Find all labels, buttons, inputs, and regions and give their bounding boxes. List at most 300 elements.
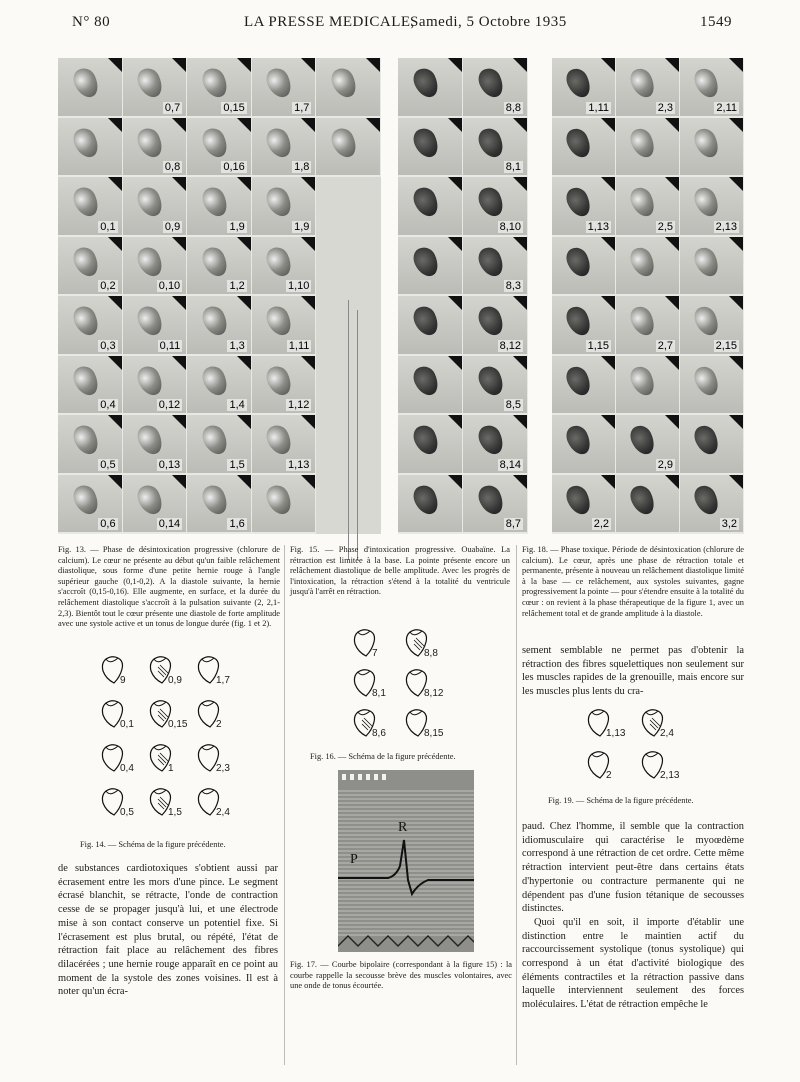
frame-corner-mark — [237, 118, 251, 132]
schema-label: 0,1 — [120, 719, 134, 730]
figure-18-frame — [616, 177, 680, 237]
schema-heart — [196, 699, 244, 743]
figure-18-frame — [616, 475, 680, 535]
figure-13-frame — [123, 58, 188, 118]
heart-image — [691, 125, 723, 161]
heart-image — [409, 482, 441, 518]
frame-corner-mark — [108, 296, 122, 310]
figure-13-caption: Fig. 13. — Phase de désintoxication progressive (chlorure de calcium). Le cœur ne présente au début qu'un faible relâchement diastolique, sous forme d'une petite hernie rouge à l'angle supérieur gauche (0,1-0,2). A la diastole suivante, la hernie s'accroît (0,15-0,16). Elle augmente, en surface, et la durée du relâchement diastolique s'accroît à la pulsation suivante (2, 2,1-2,3). Bientôt tout le cœur présente une diastole de forte amplitude avec une systole active et un tonus de longue durée (fig. 1 et 2). — [58, 545, 280, 629]
figure-13-frame — [123, 356, 188, 416]
figure-13-frame — [58, 177, 123, 237]
heart-image — [409, 363, 441, 399]
frame-corner-mark — [729, 296, 743, 310]
schema-heart — [352, 708, 404, 748]
frame-corner-mark — [237, 415, 251, 429]
figure-13-frame — [58, 237, 123, 297]
issue-date: Samedi, 5 Octobre 1935 — [410, 14, 567, 30]
heart-image — [691, 65, 723, 101]
figure-13-frame — [187, 58, 252, 118]
figure-13-frame — [58, 296, 123, 356]
frame-corner-mark — [513, 296, 527, 310]
figure-14-schema — [100, 655, 250, 835]
frame-label: 0,13 — [158, 458, 181, 471]
heart-image — [134, 303, 166, 339]
frame-corner-mark — [448, 177, 462, 191]
frame-label: 2,3 — [657, 101, 673, 114]
heart-image — [263, 184, 295, 220]
figure-13-frame — [123, 296, 188, 356]
heart-image — [134, 482, 166, 518]
schema-label: 2,4 — [216, 807, 230, 818]
heart-image — [691, 363, 723, 399]
frame-corner-mark — [172, 356, 186, 370]
schema-heart — [100, 787, 148, 831]
frame-corner-mark — [108, 58, 122, 72]
frame-label: 0,8 — [164, 161, 181, 173]
heart-image — [69, 303, 101, 339]
heart-image — [627, 422, 659, 458]
schema-label: 2 — [606, 770, 612, 781]
figure-18-frame — [680, 118, 744, 178]
frame-corner-mark — [108, 118, 122, 132]
heart-image — [409, 125, 441, 161]
heart-image — [474, 303, 506, 339]
schema-label: 8,1 — [372, 688, 386, 699]
heart-image — [198, 303, 230, 339]
heart-image — [563, 422, 595, 458]
figure-16-schema — [352, 628, 462, 750]
figure-15-frame — [463, 415, 528, 475]
frame-label: 8,14 — [499, 458, 521, 471]
schema-label: 2,13 — [660, 770, 680, 781]
figure-15-frame — [463, 58, 528, 118]
figure-18-frame — [552, 475, 616, 535]
frame-corner-mark — [513, 415, 527, 429]
column-rule — [516, 545, 517, 1065]
figure-15-frame — [463, 356, 528, 416]
frame-label: 0,2 — [100, 280, 116, 292]
figure-13-frame — [187, 296, 252, 356]
schema-heart — [148, 699, 196, 743]
figure-13-frame — [123, 237, 188, 297]
heart-image — [563, 244, 595, 280]
heart-image — [263, 125, 295, 161]
frame-label: 1,11 — [588, 101, 609, 114]
schema-heart — [404, 628, 456, 668]
figure-15-frame — [398, 415, 463, 475]
frame-label: 1,3 — [229, 339, 245, 352]
heart-image — [134, 184, 166, 220]
heart-image — [198, 363, 230, 399]
frame-label: 0,1 — [100, 220, 116, 233]
frame-corner-mark — [513, 118, 527, 132]
frame-corner-mark — [601, 356, 615, 370]
figure-18-frame — [552, 237, 616, 297]
heart-image — [563, 65, 595, 101]
schema-label: 0,5 — [120, 807, 134, 818]
heart-image — [69, 125, 101, 161]
frame-corner-mark — [366, 58, 380, 72]
frame-corner-mark — [237, 475, 251, 489]
schema-label: 1,5 — [168, 807, 182, 818]
frame-corner-mark — [665, 58, 679, 72]
frame-corner-mark — [665, 356, 679, 370]
schema-label: 2 — [216, 719, 222, 730]
frame-corner-mark — [301, 118, 315, 132]
heart-image — [198, 422, 230, 458]
frame-label: 1,10 — [287, 280, 310, 292]
heart-image — [263, 65, 295, 101]
figure-13-frame — [316, 58, 381, 118]
frame-corner-mark — [601, 296, 615, 310]
figure-15-frame — [398, 237, 463, 297]
frame-label: 8,12 — [499, 339, 521, 352]
schema-heart — [196, 787, 244, 831]
heart-image — [691, 244, 723, 280]
figure-18-frame — [616, 296, 680, 356]
heart-image — [627, 303, 659, 339]
page-folio: 1549 — [700, 14, 732, 30]
frame-corner-mark — [729, 237, 743, 251]
figure-13-frame — [58, 118, 123, 178]
heart-image — [328, 65, 360, 101]
figure-13-frame — [187, 475, 252, 535]
heart-image — [691, 422, 723, 458]
frame-label: 0,3 — [100, 339, 116, 352]
schema-label: 8,15 — [424, 728, 444, 739]
figure-13-frame — [316, 118, 381, 178]
frame-label: 1,13 — [587, 220, 609, 233]
heart-image — [134, 363, 166, 399]
frame-corner-mark — [172, 296, 186, 310]
frame-label: 0,6 — [100, 518, 116, 530]
heart-image — [691, 482, 723, 518]
frame-corner-mark — [237, 237, 251, 251]
figure-18-frame — [680, 475, 744, 535]
figure-19-schema — [586, 708, 696, 792]
column-3-paragraph-1: paud. Chez l'homme, il semble que la contraction idiomusculaire qui caractérise le myoœdème correspond à une rétraction de cet ordre. Cette même rétraction intervient peut-être dans certains états d'hypertonie ou contracture permanente qui ne dépendent pas d'une fusion tétanique de secousses distinctes. — [522, 821, 744, 915]
figure-13-frame — [123, 177, 188, 237]
heart-image — [263, 363, 295, 399]
heart-image — [409, 184, 441, 220]
figure-18-frame — [616, 237, 680, 297]
figure-16-caption: Fig. 16. — Schéma de la figure précédente. — [310, 752, 456, 761]
schema-heart — [196, 655, 244, 699]
heart-image — [134, 422, 166, 458]
frame-corner-mark — [172, 415, 186, 429]
figure-18-frame — [552, 177, 616, 237]
frame-label: 8,8 — [505, 101, 521, 114]
frame-corner-mark — [729, 356, 743, 370]
heart-image — [563, 482, 595, 518]
frame-corner-mark — [448, 58, 462, 72]
schema-label: 8,6 — [372, 728, 386, 739]
heart-image — [474, 125, 506, 161]
schema-heart — [586, 708, 640, 750]
figure-18-frame — [616, 58, 680, 118]
frame-label: 8,5 — [505, 399, 521, 411]
frame-label: 0,9 — [164, 220, 181, 233]
heart-image — [627, 65, 659, 101]
frame-corner-mark — [172, 118, 186, 132]
heart-image — [627, 125, 659, 161]
heart-image — [563, 363, 595, 399]
schema-label: 8,8 — [424, 648, 438, 659]
frame-corner-mark — [448, 118, 462, 132]
frame-label: 1,15 — [587, 339, 609, 352]
figure-13-frame — [252, 237, 317, 297]
journal-title: LA PRESSE MEDICALE, — [244, 14, 415, 30]
schema-heart — [640, 708, 694, 750]
heart-image — [627, 363, 659, 399]
figure-18-frame — [680, 415, 744, 475]
schema-label: 0,9 — [168, 675, 182, 686]
frame-corner-mark — [601, 237, 615, 251]
heart-image — [69, 363, 101, 399]
heart-image — [409, 65, 441, 101]
heart-image — [474, 482, 506, 518]
figure-18-photo — [552, 58, 744, 534]
frame-corner-mark — [108, 415, 122, 429]
heart-image — [328, 125, 360, 161]
heart-image — [691, 303, 723, 339]
frame-corner-mark — [301, 356, 315, 370]
heart-image — [198, 482, 230, 518]
figure-17-caption: Fig. 17. — Courbe bipolaire (correspondant à la figure 15) : la courbe rappelle la secousse brève des muscles volontaires, avec une onde de tonus écourtée. — [290, 960, 512, 991]
schema-heart — [196, 743, 244, 787]
frame-corner-mark — [665, 296, 679, 310]
schema-heart — [100, 655, 148, 699]
frame-label: 2,9 — [657, 458, 673, 471]
frame-corner-mark — [729, 118, 743, 132]
frame-corner-mark — [513, 475, 527, 489]
heart-image — [69, 184, 101, 220]
frame-corner-mark — [665, 237, 679, 251]
figure-13-frame — [187, 237, 252, 297]
heart-image — [627, 184, 659, 220]
figure-13-frame — [252, 356, 317, 416]
figure-15-frame — [463, 237, 528, 297]
figure-17-trace — [338, 770, 474, 952]
frame-corner-mark — [601, 118, 615, 132]
heart-image — [474, 363, 506, 399]
frame-corner-mark — [301, 58, 315, 72]
figure-18-frame — [552, 58, 616, 118]
figure-18-frame — [680, 237, 744, 297]
heart-image — [409, 422, 441, 458]
frame-label: 1,6 — [229, 518, 245, 530]
frame-label: 1,9 — [294, 220, 310, 233]
schema-label: 9 — [120, 675, 126, 686]
frame-label: 1,8 — [294, 161, 310, 173]
frame-corner-mark — [108, 237, 122, 251]
heart-image — [69, 244, 101, 280]
frame-corner-mark — [172, 177, 186, 191]
figure-15-caption: Fig. 15. — Phase d'intoxication progressive. Ouabaïne. La rétraction est limitée à la base. La pointe présente encore un relâchement diastolique de belle amplitude. Avec les progrès de l'intoxication, la rétraction s'étend à la totalité du ventricule jusqu'à l'arrêt en rétraction. — [290, 545, 510, 597]
schema-heart — [404, 668, 456, 708]
figure-13-frame — [187, 356, 252, 416]
heart-image — [474, 184, 506, 220]
figure-15-frame — [398, 475, 463, 535]
figure-13-frame — [58, 356, 123, 416]
frame-label: 2,15 — [715, 339, 737, 352]
heart-image — [263, 244, 295, 280]
column-1-text: de substances cardiotoxiques s'obtient aussi par écrasement entre les mors d'une pince. Le segment écrasé blanchit, se rétracte, l'onde de contraction cesse de se propager jusqu'à lui, et une électrode mise à son contact conserve un potentiel fixe. Si l'écrasement est plus brutal, ou répété, l'état de rétraction fait place au relâchement des fibres dilacérées ; une hernie rouge apparaît en ce point au moment de la systole des zones voisines. Il est à noter qu'un écra- — [58, 863, 278, 998]
figure-13-frame — [252, 475, 317, 535]
schema-heart — [586, 750, 640, 792]
heart-image — [474, 65, 506, 101]
heart-image — [409, 303, 441, 339]
frame-corner-mark — [301, 415, 315, 429]
heart-image — [563, 125, 595, 161]
figure-15-photo — [398, 58, 528, 534]
heart-image — [134, 65, 166, 101]
schema-heart — [404, 708, 456, 748]
frame-corner-mark — [172, 58, 186, 72]
heart-image — [409, 244, 441, 280]
frame-label: 1,5 — [229, 458, 245, 471]
schema-heart — [100, 743, 148, 787]
figure-15-frame — [398, 118, 463, 178]
frame-label: 1,4 — [229, 399, 245, 411]
heart-image — [198, 65, 230, 101]
frame-label: 0,5 — [100, 458, 116, 471]
schema-label: 1,13 — [606, 728, 626, 739]
frame-label: 2,13 — [715, 220, 737, 233]
figure-13-frame — [187, 118, 252, 178]
figure-13-frame — [187, 177, 252, 237]
frame-corner-mark — [601, 58, 615, 72]
frame-label: 8,3 — [505, 280, 521, 292]
frame-label: 8,7 — [505, 518, 521, 530]
frame-corner-mark — [108, 475, 122, 489]
frame-corner-mark — [665, 118, 679, 132]
schema-label: 1,7 — [216, 675, 230, 686]
heart-image — [627, 244, 659, 280]
frame-corner-mark — [301, 177, 315, 191]
schema-heart — [352, 628, 404, 668]
frame-label: 1,9 — [229, 220, 245, 233]
figure-15-frame — [463, 177, 528, 237]
frame-corner-mark — [301, 237, 315, 251]
frame-corner-mark — [513, 237, 527, 251]
page-number-label: N° 80 — [72, 14, 111, 30]
figure-15-frame — [463, 118, 528, 178]
figure-13-frame — [58, 58, 123, 118]
figure-18-frame — [552, 296, 616, 356]
frame-corner-mark — [237, 177, 251, 191]
frame-corner-mark — [237, 296, 251, 310]
figure-13-photo — [58, 58, 381, 534]
frame-corner-mark — [729, 475, 743, 489]
frame-corner-mark — [237, 356, 251, 370]
figure-13-divider-line — [348, 300, 349, 560]
frame-corner-mark — [513, 356, 527, 370]
column-3-text-bottom — [522, 820, 744, 1012]
figure-18-frame — [616, 356, 680, 416]
column-3-text-top: sement semblable ne permet pas d'obtenir la rétraction des fibres squelettiques non seulement sur les muscles rapides de la grenouille, mais encore sur les muscles plus lents du cra- — [522, 645, 744, 698]
schema-heart — [100, 699, 148, 743]
frame-label: 3,2 — [721, 518, 737, 530]
schema-heart — [640, 750, 694, 792]
heart-image — [198, 184, 230, 220]
figure-18-frame — [552, 118, 616, 178]
frame-corner-mark — [601, 475, 615, 489]
figure-19-caption: Fig. 19. — Schéma de la figure précédente. — [548, 796, 694, 805]
frame-label: 0,11 — [159, 339, 181, 352]
figure-18-frame — [552, 356, 616, 416]
frame-label: 8,10 — [499, 220, 521, 233]
frame-corner-mark — [665, 177, 679, 191]
heart-image — [691, 184, 723, 220]
heart-image — [474, 422, 506, 458]
figure-13-frame — [252, 118, 317, 178]
figure-15-frame — [463, 296, 528, 356]
frame-corner-mark — [665, 475, 679, 489]
heart-image — [263, 303, 295, 339]
schema-label: 0,15 — [168, 719, 188, 730]
frame-corner-mark — [448, 296, 462, 310]
frame-label: 2,11 — [716, 101, 737, 114]
frame-corner-mark — [729, 177, 743, 191]
frame-corner-mark — [513, 58, 527, 72]
schema-label: 2,4 — [660, 728, 674, 739]
schema-heart — [148, 743, 196, 787]
schema-label: 8,12 — [424, 688, 444, 699]
frame-label: 1,2 — [229, 280, 245, 292]
frame-label: 1,13 — [287, 458, 310, 471]
frame-corner-mark — [601, 415, 615, 429]
frame-label: 2,2 — [593, 518, 609, 530]
figure-13-frame — [58, 415, 123, 475]
figure-13-frame — [123, 118, 188, 178]
heart-image — [263, 482, 295, 518]
frame-corner-mark — [301, 475, 315, 489]
figure-18-frame — [680, 177, 744, 237]
frame-label: 1,7 — [294, 101, 310, 114]
figure-13-frame — [187, 415, 252, 475]
frame-corner-mark — [172, 237, 186, 251]
figure-13-frame — [123, 475, 188, 535]
schema-heart — [352, 668, 404, 708]
frame-label: 0,16 — [223, 161, 245, 173]
heart-image — [198, 244, 230, 280]
figure-13-divider-line — [357, 310, 358, 560]
figure-15-frame — [398, 296, 463, 356]
figure-18-frame — [552, 415, 616, 475]
frame-corner-mark — [108, 177, 122, 191]
figure-18-frame — [616, 118, 680, 178]
schema-label: 7 — [372, 648, 378, 659]
figure-18-frame — [680, 356, 744, 416]
trace-label-r: R — [398, 820, 408, 835]
frame-label: 8,1 — [505, 161, 521, 173]
frame-corner-mark — [172, 475, 186, 489]
frame-label: 0,10 — [158, 280, 181, 292]
frame-label: 1,12 — [287, 399, 310, 411]
heart-image — [563, 303, 595, 339]
frame-label: 0,15 — [223, 101, 245, 114]
heart-image — [134, 244, 166, 280]
frame-corner-mark — [513, 177, 527, 191]
frame-corner-mark — [301, 296, 315, 310]
heart-image — [69, 422, 101, 458]
heart-image — [198, 125, 230, 161]
frame-corner-mark — [448, 415, 462, 429]
figure-18-caption: Fig. 18. — Phase toxique. Période de désintoxication (chlorure de calcium). Le cœur, après une phase de rétraction totale et permanente, présente à nouveau un relâchement diastolique limité à la base — ce relâchement, aux systoles suivantes, gagne progressivement la pointe — pour s'étendre ensuite à la totalité du cœur : on revient à la phase thérapeutique de la figure 1, avec un relâchement total et de grande amplitude à la diastole. — [522, 545, 744, 618]
column-rule — [284, 545, 285, 1065]
column-3-paragraph-2: Quoi qu'il en soit, il importe d'établir une distinction entre le maintien actif du raccourcissement systolique (tonus systolique) qui correspond à un état d'activité biologique des éléments contractiles et la rétraction passive dans laquelle interviennent seulement des forces moléculaires. L'état de rétraction empêche le — [522, 916, 744, 1011]
